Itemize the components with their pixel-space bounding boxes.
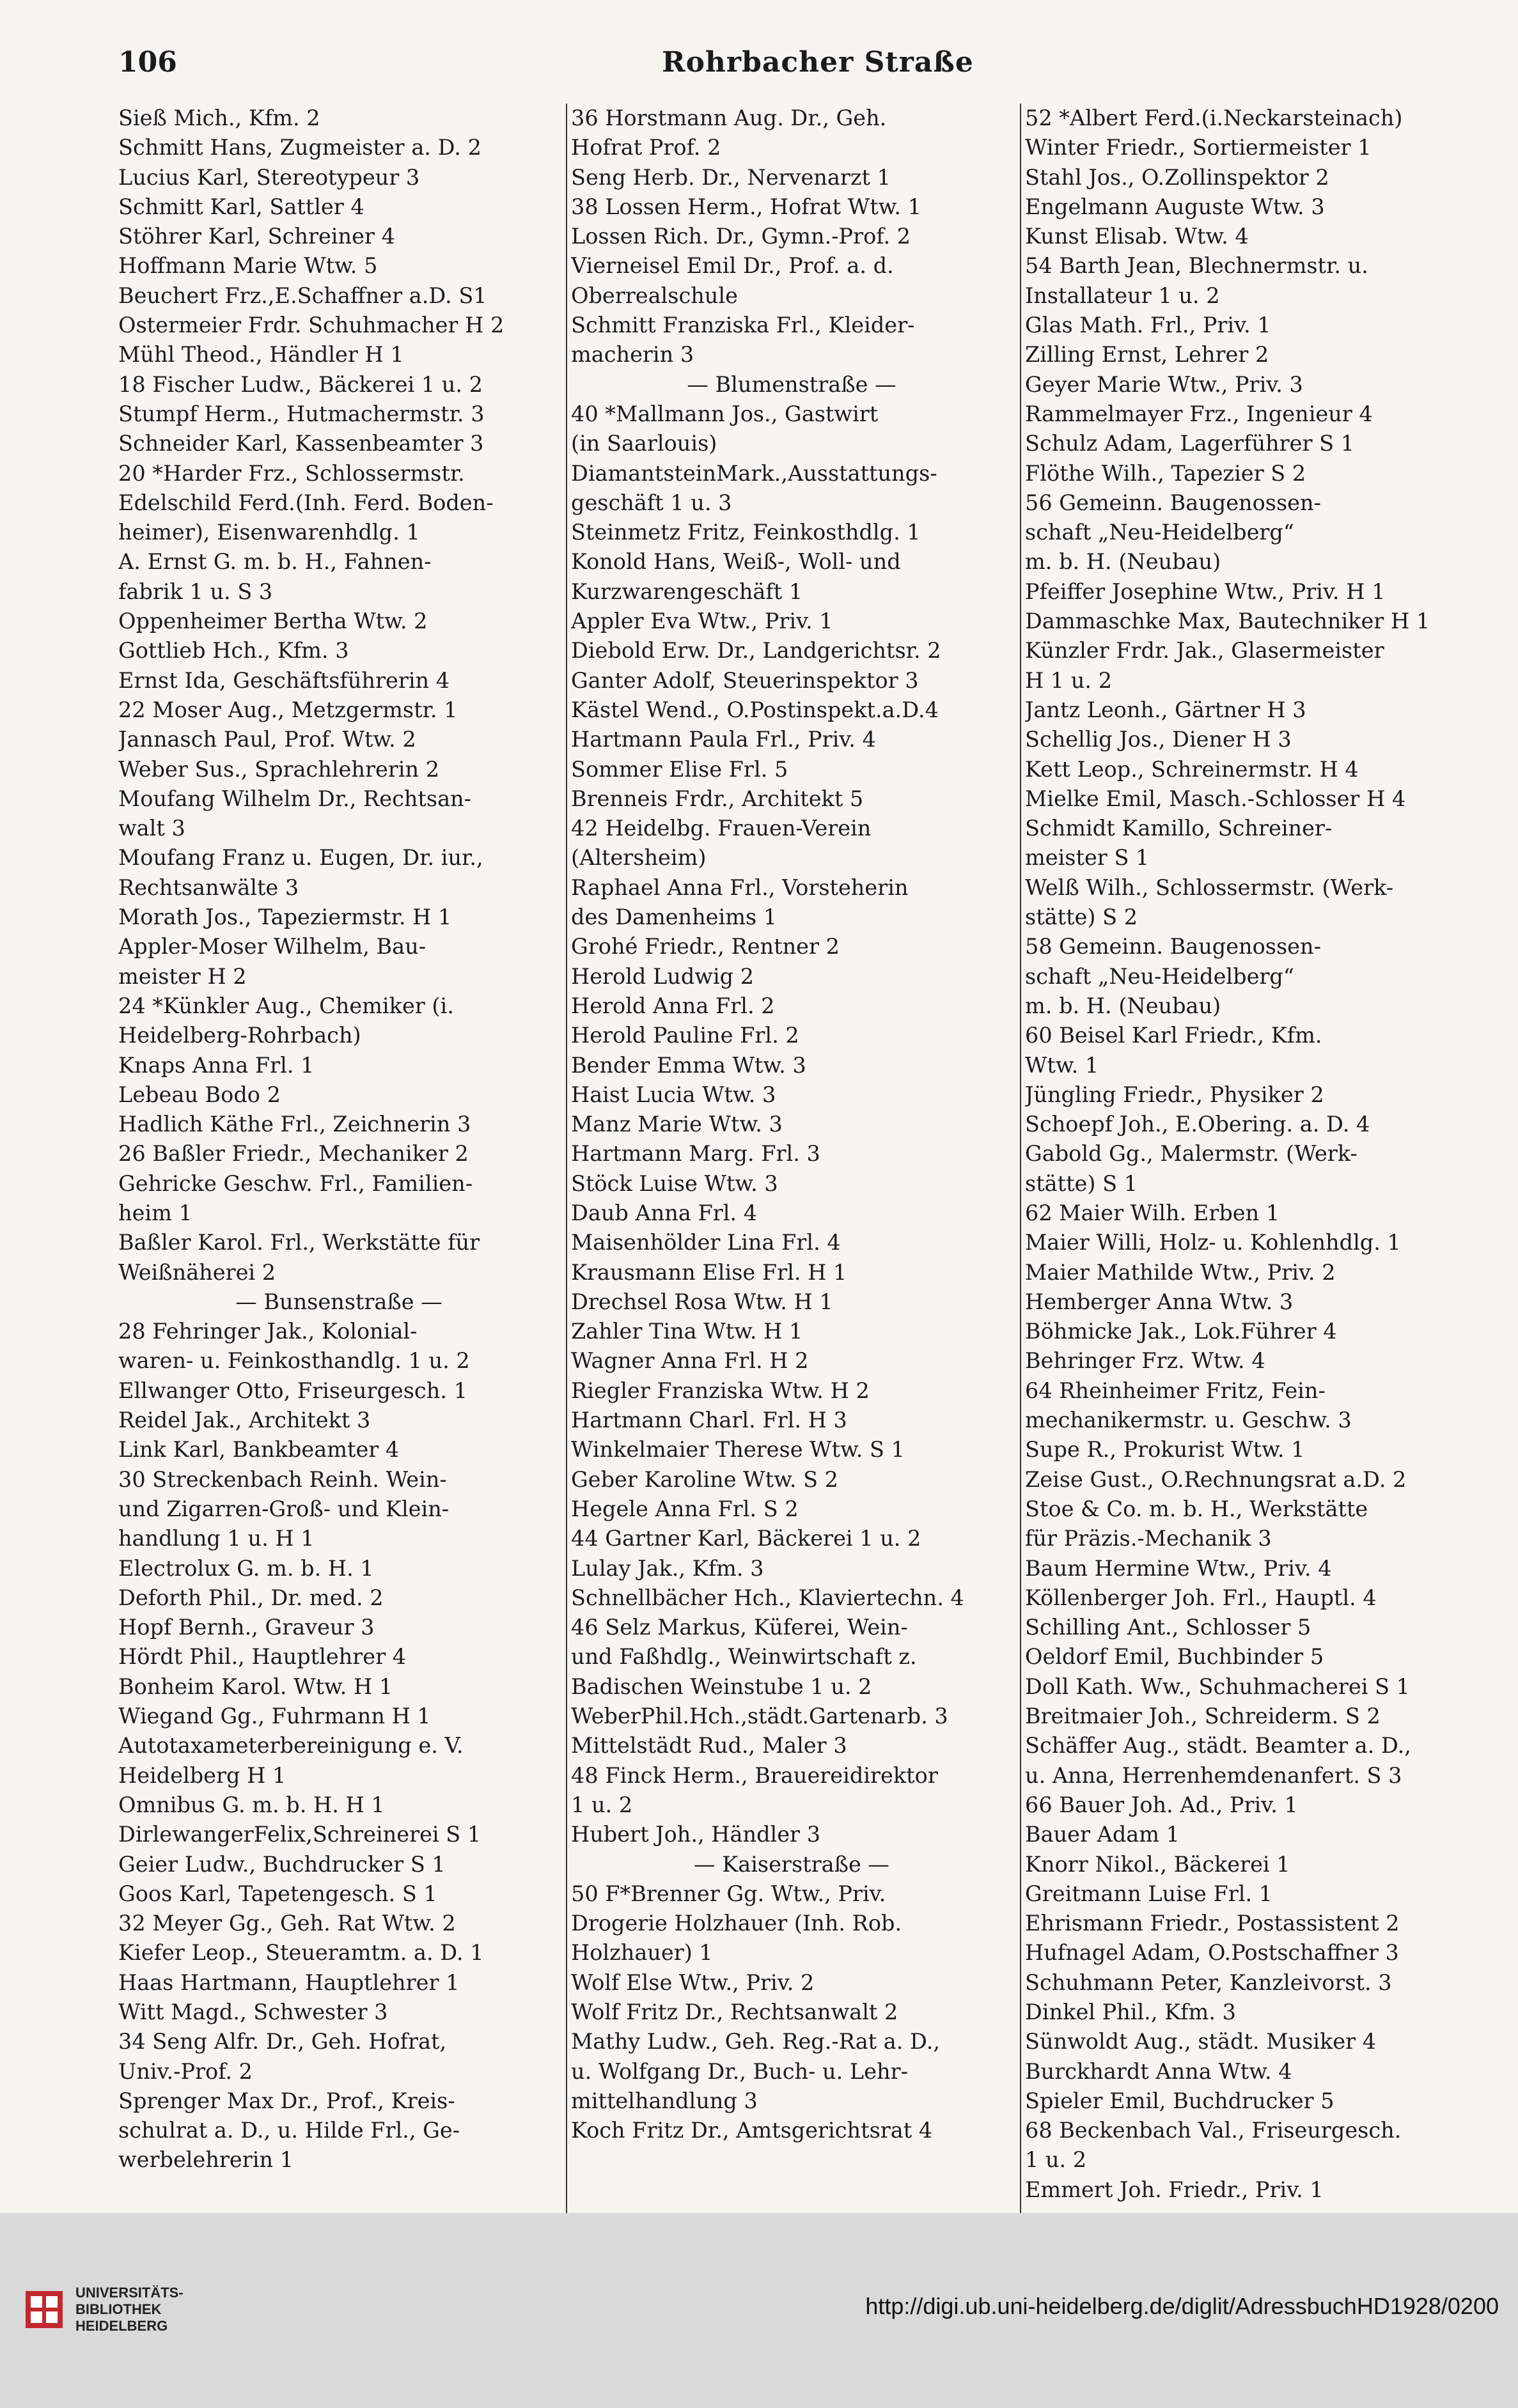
directory-entry: Daub Anna Frl. 4 <box>571 1200 758 1225</box>
directory-entry: Rammelmayer Frz., Ingenieur 4 <box>1025 401 1373 426</box>
directory-entry: Schmitt Hans, Zugmeister a. D. 2 <box>118 135 481 160</box>
directory-entry: Schmidt Kamillo, Schreiner- <box>1025 816 1333 841</box>
directory-entry: schulrat a. D., u. Hilde Frl., Ge- <box>118 2118 460 2143</box>
directory-entry: Bender Emma Wtw. 3 <box>571 1052 806 1078</box>
directory-entry: Flöthe Wilh., Tapezier S 2 <box>1025 460 1306 486</box>
directory-entry: Knorr Nikol., Bäckerei 1 <box>1025 1851 1290 1877</box>
street-heading: — Bunsenstraße — <box>235 1289 442 1314</box>
directory-entry: 24 *Künkler Aug., Chemiker (i. <box>118 993 454 1018</box>
directory-entry: Burckhardt Anna Wtw. 4 <box>1025 2058 1292 2084</box>
directory-entry: Böhmicke Jak., Lok.Führer 4 <box>1025 1319 1337 1344</box>
directory-entry: Maier Mathilde Wtw., Priv. 2 <box>1025 1259 1336 1285</box>
directory-entry: Hegele Anna Frl. S 2 <box>571 1496 799 1521</box>
directory-entry: Kiefer Leop., Steueramtm. a. D. 1 <box>118 1940 484 1966</box>
street-heading: — Blumenstraße — <box>687 371 896 397</box>
directory-entry: schaft „Neu-Heidelberg“ <box>1025 520 1294 545</box>
directory-entry: meister S 1 <box>1025 845 1150 871</box>
directory-entry: Emmert Joh. Friedr., Priv. 1 <box>1025 2177 1324 2202</box>
directory-entry: Haas Hartmann, Hauptlehrer 1 <box>118 1969 460 1995</box>
directory-entry: Appler Eva Wtw., Priv. 1 <box>571 609 833 634</box>
directory-entry: Witt Magd., Schwester 3 <box>118 2000 388 2024</box>
directory-entry: mechanikermstr. u. Geschw. 3 <box>1025 1408 1352 1433</box>
directory-entry: A. Ernst G. m. b. H., Fahnen- <box>118 549 432 575</box>
directory-entry: Manz Marie Wtw. 3 <box>571 1112 783 1137</box>
directory-entry: Stöck Luise Wtw. 3 <box>571 1170 778 1196</box>
source-url-link[interactable]: http://digi.ub.uni-heidelberg.de/diglit/AdressbuchHD1928/0200 <box>865 2293 1499 2319</box>
directory-entry: waren- u. Feinkosthandlg. 1 u. 2 <box>118 1348 470 1374</box>
directory-entry: 60 Beisel Karl Friedr., Kfm. <box>1025 1023 1322 1048</box>
directory-entry: Geyer Marie Wtw., Priv. 3 <box>1025 371 1303 397</box>
directory-entry: Bonheim Karol. Wtw. H 1 <box>118 1674 393 1699</box>
directory-entry: Goos Karl, Tapetengesch. S 1 <box>118 1881 437 1906</box>
directory-entry: handlung 1 u. H 1 <box>118 1526 315 1551</box>
directory-entry: Wolf Else Wtw., Priv. 2 <box>571 1969 815 1995</box>
directory-entry: Raphael Anna Frl., Vorsteherin <box>571 874 909 900</box>
directory-entry: Gottlieb Hch., Kfm. 3 <box>118 638 349 664</box>
directory-entry: (in Saarlouis) <box>571 431 717 456</box>
directory-entry: Stöhrer Karl, Schreiner 4 <box>118 224 395 249</box>
directory-entry: 64 Rheinheimer Fritz, Fein- <box>1025 1378 1326 1403</box>
directory-entry: 34 Seng Alfr. Dr., Geh. Hofrat, <box>118 2029 447 2055</box>
directory-entry: 44 Gartner Karl, Bäckerei 1 u. 2 <box>571 1526 921 1551</box>
directory-entry: Supe R., Prokurist Wtw. 1 <box>1025 1437 1305 1463</box>
directory-entry: Stahl Jos., O.Zollinspektor 2 <box>1025 164 1329 190</box>
directory-entry: 18 Fischer Ludw., Bäckerei 1 u. 2 <box>118 371 483 397</box>
directory-entry: 32 Meyer Gg., Geh. Rat Wtw. 2 <box>118 1911 456 1936</box>
directory-entry: 46 Selz Markus, Küferei, Wein- <box>571 1615 908 1640</box>
directory-entry: 1 u. 2 <box>1025 2147 1087 2173</box>
directory-entry: Hartmann Charl. Frl. H 3 <box>571 1408 847 1433</box>
directory-entry: Beuchert Frz.,E.Schaffner a.D. S1 <box>118 283 487 308</box>
directory-entry: Wolf Fritz Dr., Rechtsanwalt 2 <box>571 2000 898 2024</box>
directory-entry: und Zigarren-Groß- und Klein- <box>118 1496 450 1521</box>
directory-entry: 52 *Albert Ferd.(i.Neckarsteinach) <box>1025 105 1403 130</box>
directory-entry: Seng Herb. Dr., Nervenarzt 1 <box>571 164 891 190</box>
directory-entry: Ehrismann Friedr., Postassistent 2 <box>1025 1911 1400 1936</box>
directory-entry: Doll Kath. Ww., Schuhmacherei S 1 <box>1025 1674 1410 1699</box>
directory-entry: heimer), Eisenwarenhdlg. 1 <box>118 520 420 545</box>
directory-entry: werbelehrerin 1 <box>118 2147 294 2173</box>
directory-entry: Installateur 1 u. 2 <box>1025 283 1220 308</box>
directory-entry: Hartmann Paula Frl., Priv. 4 <box>571 727 876 752</box>
directory-entry: Reidel Jak., Architekt 3 <box>118 1408 371 1433</box>
directory-entry: Omnibus G. m. b. H. H 1 <box>118 1792 385 1817</box>
directory-entry: Hubert Joh., Händler 3 <box>571 1822 821 1847</box>
directory-entry: Mathy Ludw., Geh. Reg.-Rat a. D., <box>571 2029 941 2055</box>
directory-entry: Electrolux G. m. b. H. 1 <box>118 1555 374 1581</box>
directory-entry: Hopf Bernh., Graveur 3 <box>118 1615 375 1640</box>
directory-entry: stätte) S 1 <box>1025 1170 1138 1196</box>
directory-entry: Hemberger Anna Wtw. 3 <box>1025 1289 1294 1314</box>
directory-entry: Schuhmann Peter, Kanzleivorst. 3 <box>1025 1969 1392 1995</box>
directory-entry: Schilling Ant., Schlosser 5 <box>1025 1615 1311 1640</box>
directory-entry: Baum Hermine Wtw., Priv. 4 <box>1025 1555 1332 1581</box>
directory-entry: Herold Pauline Frl. 2 <box>571 1023 799 1048</box>
directory-entry: Dinkel Phil., Kfm. 3 <box>1025 2000 1236 2024</box>
directory-entry: Wiegand Gg., Fuhrmann H 1 <box>118 1704 431 1729</box>
directory-entry: Kästel Wend., O.Postinspekt.a.D.4 <box>571 697 939 722</box>
directory-entry: Zeise Gust., O.Rechnungsrat a.D. 2 <box>1025 1466 1407 1492</box>
directory-entry: Schellig Jos., Diener H 3 <box>1025 727 1292 752</box>
directory-entry: meister H 2 <box>118 963 247 989</box>
directory-entry: Ganter Adolf, Steuerinspektor 3 <box>571 667 919 693</box>
directory-entry: Knaps Anna Frl. 1 <box>118 1052 315 1078</box>
directory-entry: Mühl Theod., Händler H 1 <box>118 342 404 368</box>
directory-entry: walt 3 <box>118 816 185 841</box>
directory-entry: für Präzis.-Mechanik 3 <box>1025 1526 1272 1551</box>
directory-entry: Weißnäherei 2 <box>118 1259 276 1285</box>
directory-entry: Schneider Karl, Kassenbeamter 3 <box>118 431 484 456</box>
directory-entry: 38 Lossen Herm., Hofrat Wtw. 1 <box>571 194 921 219</box>
directory-entry: Dammaschke Max, Bautechniker H 1 <box>1025 609 1430 634</box>
directory-entry: Maisenhölder Lina Frl. 4 <box>571 1230 841 1255</box>
directory-entry: Kunst Elisab. Wtw. 4 <box>1025 224 1249 249</box>
directory-entry: Hadlich Käthe Frl., Zeichnerin 3 <box>118 1112 471 1137</box>
column-left <box>118 104 559 2226</box>
directory-entry: 62 Maier Wilh. Erben 1 <box>1025 1200 1280 1225</box>
directory-entry: Jannasch Paul, Prof. Wtw. 2 <box>118 727 416 752</box>
directory-entry: Appler-Moser Wilhelm, Bau- <box>118 934 426 959</box>
directory-entry: Hufnagel Adam, O.Postschaffner 3 <box>1025 1940 1399 1966</box>
directory-entry: H 1 u. 2 <box>1025 667 1113 693</box>
directory-entry: Schulz Adam, Lagerführer S 1 <box>1025 431 1355 456</box>
directory-entry: Badischen Weinstube 1 u. 2 <box>571 1674 872 1699</box>
directory-entry: Glas Math. Frl., Priv. 1 <box>1025 313 1271 338</box>
directory-entry: 50 F*Brenner Gg. Wtw., Priv. <box>571 1881 886 1906</box>
directory-entry: Baßler Karol. Frl., Werkstätte für <box>118 1230 480 1255</box>
directory-entry: Köllenberger Joh. Frl., Hauptl. 4 <box>1025 1585 1377 1610</box>
directory-entry: Winkelmaier Therese Wtw. S 1 <box>571 1437 905 1463</box>
directory-entry: Holzhauer) 1 <box>571 1940 713 1966</box>
directory-entry: 58 Gemeinn. Baugenossen- <box>1025 934 1321 959</box>
logo-line: BIBLIOTHEK <box>75 2301 162 2317</box>
directory-entry: Oberrealschule <box>571 283 738 308</box>
directory-entry: Spieler Emil, Buchdrucker 5 <box>1025 2088 1334 2113</box>
directory-entry: 68 Beckenbach Val., Friseurgesch. <box>1025 2118 1402 2143</box>
directory-entry: Maier Willi, Holz- u. Kohlenhdlg. 1 <box>1025 1230 1401 1255</box>
directory-entry: Herold Ludwig 2 <box>571 963 755 989</box>
directory-entry: Link Karl, Bankbeamter 4 <box>118 1437 400 1463</box>
directory-entry: Brenneis Frdr., Architekt 5 <box>571 786 864 811</box>
directory-entry: Ellwanger Otto, Friseurgesch. 1 <box>118 1378 467 1403</box>
directory-entry: Moufang Franz u. Eugen, Dr. iur., <box>118 845 483 871</box>
directory-entry: Drechsel Rosa Wtw. H 1 <box>571 1289 833 1314</box>
directory-entry: Gehricke Geschw. Frl., Familien- <box>118 1170 473 1196</box>
directory-entry: Heidelberg-Rohrbach) <box>118 1023 361 1048</box>
directory-entry: Herold Anna Frl. 2 <box>571 993 775 1018</box>
directory-entry: Geber Karoline Wtw. S 2 <box>571 1466 838 1492</box>
footer-bar <box>0 2213 1518 2408</box>
directory-entry: stätte) S 2 <box>1025 905 1138 930</box>
directory-entry: WeberPhil.Hch.,städt.Gartenarb. 3 <box>571 1704 948 1729</box>
directory-entry: 28 Fehringer Jak., Kolonial- <box>118 1319 418 1344</box>
directory-entry: Welß Wilh., Schlossermstr. (Werk- <box>1025 874 1394 900</box>
page-header <box>118 46 1416 84</box>
directory-entry: 30 Streckenbach Reinh. Wein- <box>118 1466 447 1492</box>
directory-entry: u. Anna, Herrenhemdenanfert. S 3 <box>1025 1762 1402 1788</box>
logo-line: HEIDELBERG <box>75 2318 168 2334</box>
directory-entry: Lebeau Bodo 2 <box>118 1082 281 1107</box>
directory-entry: Oeldorf Emil, Buchbinder 5 <box>1025 1644 1324 1670</box>
directory-entry: Mittelstädt Rud., Maler 3 <box>571 1733 847 1759</box>
directory-entry: geschäft 1 u. 3 <box>571 490 732 515</box>
directory-entry: Konold Hans, Weiß-, Woll- und <box>571 549 901 575</box>
directory-entry: DirlewangerFelix,Schreinerei S 1 <box>118 1822 481 1847</box>
street-heading: — Kaiserstraße — <box>694 1851 889 1877</box>
directory-entry: fabrik 1 u. S 3 <box>118 579 273 604</box>
directory-entry: Winter Friedr., Sortiermeister 1 <box>1025 135 1372 160</box>
directory-entry: m. b. H. (Neubau) <box>1025 993 1221 1018</box>
directory-entry: Lulay Jak., Kfm. 3 <box>571 1555 764 1581</box>
directory-entry: Jüngling Friedr., Physiker 2 <box>1025 1082 1324 1107</box>
directory-entry: Engelmann Auguste Wtw. 3 <box>1025 194 1325 219</box>
directory-entry: Grohé Friedr., Rentner 2 <box>571 934 840 959</box>
directory-entry: DiamantsteinMark.,Ausstattungs- <box>571 460 937 486</box>
directory-entry: Lucius Karl, Stereotypeur 3 <box>118 164 420 190</box>
directory-entry: Krausmann Elise Frl. H 1 <box>571 1259 847 1285</box>
directory-entry: 20 *Harder Frz., Schlossermstr. <box>118 460 465 486</box>
directory-entry: Lossen Rich. Dr., Gymn.-Prof. 2 <box>571 224 911 249</box>
directory-entry: des Damenheims 1 <box>571 905 778 930</box>
directory-entry: Stumpf Herm., Hutmachermstr. 3 <box>118 401 485 426</box>
directory-entry: macherin 3 <box>571 342 694 368</box>
directory-entry: Heidelberg H 1 <box>118 1762 286 1788</box>
directory-entry: Kurzwarengeschäft 1 <box>571 579 803 604</box>
directory-entry: Künzler Frdr. Jak., Glasermeister <box>1025 638 1384 664</box>
directory-entry: Sommer Elise Frl. 5 <box>571 756 788 782</box>
directory-entry: Mielke Emil, Masch.-Schlosser H 4 <box>1025 786 1406 811</box>
directory-entry: schaft „Neu-Heidelberg“ <box>1025 963 1294 989</box>
directory-entry: Diebold Erw. Dr., Landgerichtsr. 2 <box>571 638 941 664</box>
directory-entry: Schäffer Aug., städt. Beamter a. D., <box>1025 1733 1411 1759</box>
directory-entry: Moufang Wilhelm Dr., Rechtsan- <box>118 786 471 811</box>
directory-entry: 54 Barth Jean, Blechnermstr. u. <box>1025 253 1368 279</box>
page-title: Rohrbacher Straße <box>662 46 974 79</box>
directory-entry: Riegler Franziska Wtw. H 2 <box>571 1378 870 1403</box>
library-logo-text <box>75 2285 184 2334</box>
directory-entry: Morath Jos., Tapeziermstr. H 1 <box>118 905 452 930</box>
directory-entry: Schoepf Joh., E.Obering. a. D. 4 <box>1025 1112 1370 1137</box>
directory-entry: Drogerie Holzhauer (Inh. Rob. <box>571 1911 902 1936</box>
directory-entry: u. Wolfgang Dr., Buch- u. Lehr- <box>571 2058 908 2084</box>
directory-entry: Kett Leop., Schreinermstr. H 4 <box>1025 756 1359 782</box>
directory-entry: heim 1 <box>118 1200 192 1225</box>
university-seal-icon <box>24 2290 64 2329</box>
directory-entry: Univ.-Prof. 2 <box>118 2058 253 2084</box>
directory-entry: Schmitt Franziska Frl., Kleider- <box>571 313 915 338</box>
directory-entry: Stoe & Co. m. b. H., Werkstätte <box>1025 1496 1368 1521</box>
directory-entry: Pfeiffer Josephine Wtw., Priv. H 1 <box>1025 579 1386 604</box>
directory-entry: Haist Lucia Wtw. 3 <box>571 1082 776 1107</box>
directory-entry: Gabold Gg., Malermstr. (Werk- <box>1025 1141 1358 1167</box>
directory-entry: und Faßhdlg., Weinwirtschaft z. <box>571 1644 917 1670</box>
directory-entry: Steinmetz Fritz, Feinkosthdlg. 1 <box>571 520 921 545</box>
directory-entry: Greitmann Luise Frl. 1 <box>1025 1881 1273 1906</box>
directory-entry: Ostermeier Frdr. Schuhmacher H 2 <box>118 313 505 338</box>
directory-entry: Schnellbächer Hch., Klaviertechn. 4 <box>571 1585 964 1610</box>
directory-entry: Sünwoldt Aug., städt. Musiker 4 <box>1025 2029 1377 2055</box>
directory-entry: (Altersheim) <box>571 845 707 871</box>
column-middle <box>566 104 1012 2226</box>
directory-entry: 26 Baßler Friedr., Mechaniker 2 <box>118 1141 469 1167</box>
directory-entry: Edelschild Ferd.(Inh. Ferd. Boden- <box>118 490 494 515</box>
directory-entry: Geier Ludw., Buchdrucker S 1 <box>118 1851 446 1877</box>
directory-entry: 66 Bauer Joh. Ad., Priv. 1 <box>1025 1792 1298 1817</box>
directory-entry: Breitmaier Joh., Schreiderm. S 2 <box>1025 1704 1381 1729</box>
directory-entry: 36 Horstmann Aug. Dr., Geh. <box>571 105 887 130</box>
directory-entry: Vierneisel Emil Dr., Prof. a. d. <box>571 253 894 279</box>
directory-entry: Sieß Mich., Kfm. 2 <box>118 105 320 130</box>
directory-entry: Zahler Tina Wtw. H 1 <box>571 1319 803 1344</box>
directory-entry: Wagner Anna Frl. H 2 <box>571 1348 809 1374</box>
directory-entry: Oppenheimer Bertha Wtw. 2 <box>118 609 428 634</box>
directory-entry: Deforth Phil., Dr. med. 2 <box>118 1585 384 1610</box>
directory-entry: Behringer Frz. Wtw. 4 <box>1025 1348 1265 1374</box>
directory-entry: Zilling Ernst, Lehrer 2 <box>1025 342 1269 368</box>
directory-entry: Schmitt Karl, Sattler 4 <box>118 194 364 219</box>
directory-entry: 56 Gemeinn. Baugenossen- <box>1025 490 1321 515</box>
directory-entry: Hartmann Marg. Frl. 3 <box>571 1141 820 1167</box>
directory-entry: 40 *Mallmann Jos., Gastwirt <box>571 401 879 426</box>
directory-entry: Hoffmann Marie Wtw. 5 <box>118 253 378 279</box>
directory-entry: Hofrat Prof. 2 <box>571 135 721 160</box>
directory-entry: Rechtsanwälte 3 <box>118 874 299 900</box>
directory-entry: Bauer Adam 1 <box>1025 1822 1180 1847</box>
directory-entry: m. b. H. (Neubau) <box>1025 549 1221 575</box>
directory-entry: Weber Sus., Sprachlehrerin 2 <box>118 756 440 782</box>
column-right <box>1020 104 1466 2226</box>
directory-entry: 42 Heidelbg. Frauen-Verein <box>571 816 872 841</box>
directory-entry: Koch Fritz Dr., Amtsgerichtsrat 4 <box>571 2118 933 2143</box>
logo-line: UNIVERSITÄTS- <box>75 2285 184 2301</box>
directory-entry: Jantz Leonh., Gärtner H 3 <box>1025 697 1306 722</box>
page-number: 106 <box>118 46 177 79</box>
directory-entry: 48 Finck Herm., Brauereidirektor <box>571 1762 938 1788</box>
directory-entry: mittelhandlung 3 <box>571 2088 758 2113</box>
directory-entry: Sprenger Max Dr., Prof., Kreis- <box>118 2088 455 2113</box>
directory-entry: Autotaxameterbereinigung e. V. <box>118 1733 464 1759</box>
directory-entry: Hördt Phil., Hauptlehrer 4 <box>118 1644 407 1670</box>
directory-entry: Wtw. 1 <box>1025 1052 1099 1078</box>
directory-entry: 1 u. 2 <box>571 1792 633 1817</box>
directory-entry: Ernst Ida, Geschäftsführerin 4 <box>118 667 450 693</box>
directory-entry: 22 Moser Aug., Metzgermstr. 1 <box>118 697 458 722</box>
